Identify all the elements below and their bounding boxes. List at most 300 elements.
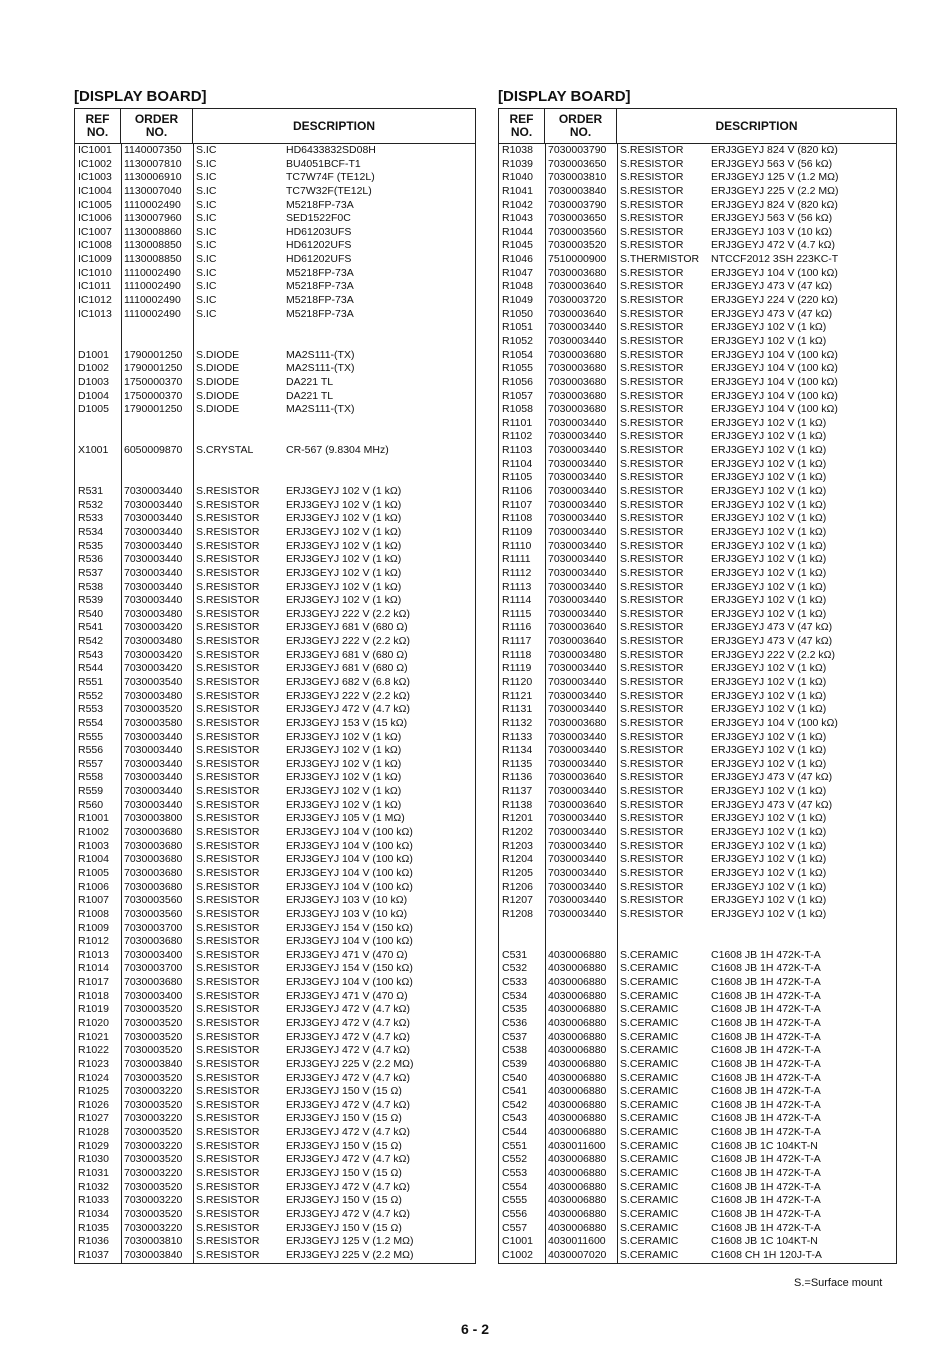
order-no: 7030003440 — [548, 730, 607, 743]
table-row — [499, 1031, 896, 1045]
table-row — [499, 1208, 896, 1222]
table-row — [75, 1017, 475, 1031]
ref-no: R1032 — [78, 1180, 109, 1193]
part-spec: ERJ3GEYJ 102 V (1 kΩ) — [286, 757, 402, 770]
ref-no: R1009 — [78, 921, 109, 934]
part-type: S.RESISTOR — [196, 1248, 260, 1261]
part-spec: ERJ3GEYJ 102 V (1 kΩ) — [711, 907, 827, 920]
table-row — [75, 894, 475, 908]
ref-no: R1112 — [502, 566, 532, 579]
table-row — [499, 1003, 896, 1017]
ref-no: R1047 — [502, 266, 533, 279]
table-header — [499, 109, 896, 144]
order-no: 7030003680 — [548, 362, 607, 375]
ref-no: R1056 — [502, 375, 533, 388]
table-row — [75, 308, 475, 322]
order-no: 4030006880 — [548, 1194, 607, 1207]
ref-no: R1104 — [502, 457, 533, 470]
ref-no: R531 — [78, 485, 104, 498]
table-row — [499, 335, 896, 349]
part-spec: ERJ3GEYJ 105 V (1 MΩ) — [286, 812, 405, 825]
order-no: 7030003440 — [548, 757, 607, 770]
ref-no: R1007 — [78, 894, 109, 907]
order-no: 7030003440 — [124, 798, 183, 811]
order-no: 7030003680 — [124, 935, 183, 948]
order-no: 7030003680 — [548, 716, 607, 729]
table-row — [75, 540, 475, 554]
order-no: 1750000370 — [124, 375, 183, 388]
order-no: 7030003440 — [548, 812, 607, 825]
ref-no: R1113 — [502, 580, 532, 593]
order-no: 7030003440 — [548, 689, 607, 702]
part-spec — [283, 458, 475, 472]
order-no — [545, 935, 617, 949]
order-no: 7030003480 — [124, 607, 183, 620]
part-type: S.DIODE — [196, 389, 240, 402]
ref-header-text: REF NO. — [85, 112, 110, 139]
part-type: S.RESISTOR — [620, 144, 684, 156]
order-no: 7030003440 — [548, 321, 607, 334]
part-type: S.RESISTOR — [196, 716, 260, 729]
ref-no: C553 — [502, 1167, 528, 1180]
table-row — [75, 390, 475, 404]
part-type: S.CERAMIC — [620, 1221, 679, 1234]
part-type: S.RESISTOR — [196, 853, 260, 866]
order-no: 7030003520 — [124, 1126, 183, 1139]
table-row — [75, 1031, 475, 1045]
table-row — [499, 962, 896, 976]
ref-no: C535 — [502, 1003, 528, 1016]
part-type: S.RESISTOR — [196, 826, 260, 839]
ref-no: R1024 — [78, 1071, 109, 1084]
part-spec: ERJ3GEYJ 681 V (680 Ω) — [286, 662, 408, 675]
part-type: S.RESISTOR — [620, 866, 684, 879]
part-type: S.RESISTOR — [196, 1126, 260, 1139]
order-no: 4030006880 — [548, 1098, 607, 1111]
part-type: S.RESISTOR — [196, 880, 260, 893]
part-type: S.RESISTOR — [196, 498, 260, 511]
table-row — [75, 267, 475, 281]
order-no: 7030003480 — [548, 648, 607, 661]
order-header-text: ORDER NO. — [134, 112, 179, 139]
table-body — [75, 144, 475, 1263]
table-row — [75, 158, 475, 172]
part-type: S.CERAMIC — [620, 989, 679, 1002]
ref-no: R1003 — [78, 839, 109, 852]
part-spec — [283, 430, 475, 444]
part-spec: ERJ3GEYJ 681 V (680 Ω) — [286, 648, 408, 661]
ref-no: R1043 — [502, 212, 533, 225]
part-spec: ERJ3GEYJ 472 V (4.7 kΩ) — [286, 1003, 410, 1016]
part-spec: M5218FP-73A — [286, 266, 354, 279]
ref-no: R1021 — [78, 1030, 109, 1043]
table-row — [75, 1003, 475, 1017]
table-row — [75, 239, 475, 253]
part-spec: C1608 JB 1H 472K-T-A — [711, 962, 821, 975]
part-spec: HD61203UFS — [286, 225, 352, 238]
order-no: 4030006880 — [548, 1057, 607, 1070]
table-row — [75, 676, 475, 690]
order-no: 7030003440 — [548, 444, 607, 457]
table-row — [499, 976, 896, 990]
part-spec: ERJ3GEYJ 102 V (1 kΩ) — [286, 566, 402, 579]
ref-no: C551 — [502, 1139, 528, 1152]
part-type: S.RESISTOR — [620, 880, 684, 893]
part-type: S.RESISTOR — [196, 1221, 260, 1234]
part-spec: ERJ3GEYJ 104 V (100 kΩ) — [711, 403, 838, 416]
part-type: S.RESISTOR — [620, 785, 684, 798]
ref-no: C1001 — [502, 1235, 533, 1248]
order-no: 7030003440 — [548, 553, 607, 566]
ref-no: R1036 — [78, 1235, 109, 1248]
part-type: S.RESISTOR — [196, 539, 260, 552]
order-no: 7030003440 — [124, 566, 183, 579]
ref-no: R1023 — [78, 1057, 109, 1070]
part-spec: C1608 JB 1H 472K-T-A — [711, 1030, 821, 1043]
table-row — [75, 1085, 475, 1099]
part-type: S.RESISTOR — [196, 1098, 260, 1111]
ref-no: IC1006 — [78, 212, 112, 225]
part-spec: ERJ3GEYJ 104 V (100 kΩ) — [286, 935, 413, 948]
table-row — [499, 1140, 896, 1154]
order-no: 7030003640 — [548, 635, 607, 648]
part-type: S.RESISTOR — [620, 485, 684, 498]
order-no: 7030003440 — [124, 757, 183, 770]
order-no: 7030003440 — [124, 512, 183, 525]
order-no: 7030003440 — [548, 785, 607, 798]
part-type: S.RESISTOR — [196, 1235, 260, 1248]
table-row — [75, 185, 475, 199]
ref-no: D1004 — [78, 389, 109, 402]
table-row — [499, 362, 896, 376]
table-row — [499, 267, 896, 281]
table-row — [75, 771, 475, 785]
order-no: 7030003440 — [548, 853, 607, 866]
order-no: 7030003400 — [124, 989, 183, 1002]
part-type: S.RESISTOR — [620, 607, 684, 620]
part-spec: C1608 JB 1H 472K-T-A — [711, 989, 821, 1002]
part-type: S.CERAMIC — [620, 1153, 679, 1166]
ref-no: C536 — [502, 1017, 528, 1029]
part-spec: ERJ3GEYJ 104 V (100 kΩ) — [711, 348, 838, 361]
table-row — [75, 744, 475, 758]
part-spec: ERJ3GEYJ 102 V (1 kΩ) — [711, 894, 827, 907]
table-row — [75, 635, 475, 649]
column-divider — [193, 144, 194, 1263]
ref-no: R1116 — [502, 621, 532, 634]
part-type: S.RESISTOR — [620, 594, 684, 607]
part-type: S.RESISTOR — [620, 184, 684, 197]
order-no: 7030003480 — [124, 635, 183, 648]
table-row — [75, 1112, 475, 1126]
part-type: S.RESISTOR — [196, 921, 260, 934]
part-spec: ERJ3GEYJ 104 V (100 kΩ) — [286, 976, 413, 989]
part-type: S.RESISTOR — [620, 512, 684, 525]
table-row — [499, 608, 896, 622]
part-spec: ERJ3GEYJ 473 V (47 kΩ) — [711, 798, 833, 811]
table-row — [75, 662, 475, 676]
ref-no: R1026 — [78, 1098, 109, 1111]
part-type: S.IC — [196, 225, 217, 238]
ref-no: R1039 — [502, 157, 533, 170]
part-type: S.RESISTOR — [196, 1044, 260, 1057]
order-no: 7030003440 — [548, 457, 607, 470]
part-spec: ERJ3GEYJ 104 V (100 kΩ) — [286, 880, 413, 893]
part-spec: ERJ3GEYJ 102 V (1 kΩ) — [711, 334, 827, 347]
part-spec: ERJ3GEYJ 102 V (1 kΩ) — [711, 839, 827, 852]
table-row — [75, 1044, 475, 1058]
ref-no: C541 — [502, 1085, 528, 1098]
order-no: 7030003700 — [124, 921, 183, 934]
part-spec — [283, 417, 475, 431]
table-row — [499, 308, 896, 322]
part-spec: ERJ3GEYJ 102 V (1 kΩ) — [711, 485, 827, 498]
ref-no: R553 — [78, 703, 104, 716]
table-row — [75, 321, 475, 335]
part-spec: ERJ3GEYJ 102 V (1 kΩ) — [286, 539, 402, 552]
part-type — [193, 321, 283, 335]
part-type — [617, 922, 708, 936]
table-row — [75, 1249, 475, 1263]
ref-no: R1037 — [78, 1248, 109, 1261]
ref-no: R1030 — [78, 1153, 109, 1166]
part-type: S.RESISTOR — [620, 471, 684, 484]
part-type: S.RESISTOR — [196, 553, 260, 566]
ref-no: R538 — [78, 580, 104, 593]
ref-no: IC1005 — [78, 198, 112, 211]
table-row — [499, 853, 896, 867]
order-no: 1130008850 — [124, 239, 182, 252]
ref-no: R1207 — [502, 894, 533, 907]
part-type: S.IC — [196, 198, 217, 211]
part-type: S.RESISTOR — [620, 307, 684, 320]
part-type: S.RESISTOR — [196, 1017, 260, 1029]
order-no: 7030003440 — [124, 498, 183, 511]
part-spec: ERJ3GEYJ 222 V (2.2 kΩ) — [286, 689, 410, 702]
part-spec: C1608 JB 1C 104KT-N — [711, 1235, 818, 1248]
table-row — [75, 1140, 475, 1154]
order-no: 7030003520 — [124, 1153, 183, 1166]
part-type: S.RESISTOR — [620, 757, 684, 770]
part-type: S.RESISTOR — [196, 648, 260, 661]
part-spec: ERJ3GEYJ 104 V (100 kΩ) — [711, 389, 838, 402]
part-spec: ERJ3GEYJ 102 V (1 kΩ) — [286, 525, 402, 538]
order-no: 7030003520 — [124, 1207, 183, 1220]
table-row — [75, 785, 475, 799]
table-row — [75, 1072, 475, 1086]
table-row — [75, 444, 475, 458]
table-row — [75, 335, 475, 349]
order-no: 7030003440 — [548, 430, 607, 443]
table-row — [499, 771, 896, 785]
order-no: 7030003440 — [548, 880, 607, 893]
part-type: S.RESISTOR — [620, 416, 684, 429]
part-spec — [283, 471, 475, 485]
table-row — [75, 144, 475, 158]
order-no: 7030003400 — [124, 948, 183, 961]
part-type: S.RESISTOR — [196, 989, 260, 1002]
part-spec: C1608 JB 1H 472K-T-A — [711, 1098, 821, 1111]
part-spec: ERJ3GEYJ 150 V (15 Ω) — [286, 1167, 402, 1180]
part-type: S.RESISTOR — [196, 635, 260, 648]
part-spec: ERJ3GEYJ 102 V (1 kΩ) — [286, 771, 402, 784]
board-title: [DISPLAY BOARD] — [498, 88, 631, 105]
part-spec: ERJ3GEYJ 102 V (1 kΩ) — [711, 607, 827, 620]
part-type: S.RESISTOR — [196, 580, 260, 593]
table-row — [75, 758, 475, 772]
ref-no: R1102 — [502, 430, 533, 443]
part-spec: ERJ3GEYJ 102 V (1 kΩ) — [286, 594, 402, 607]
part-type: S.RESISTOR — [620, 635, 684, 648]
ref-no: R1138 — [502, 798, 533, 811]
order-no: 7030003640 — [548, 280, 607, 293]
part-type: S.RESISTOR — [620, 539, 684, 552]
part-type: S.RESISTOR — [196, 1139, 260, 1152]
ref-no: R551 — [78, 675, 104, 688]
part-spec: ERJ3GEYJ 150 V (15 Ω) — [286, 1139, 402, 1152]
order-no: 7030003440 — [548, 839, 607, 852]
table-row — [499, 717, 896, 731]
table-row — [499, 540, 896, 554]
order-no: 7030003420 — [124, 621, 183, 634]
ref-no: R1135 — [502, 757, 533, 770]
part-spec: ERJ3GEYJ 472 V (4.7 kΩ) — [286, 1180, 410, 1193]
part-spec: ERJ3GEYJ 102 V (1 kΩ) — [711, 580, 827, 593]
part-type: S.RESISTOR — [620, 798, 684, 811]
part-spec: C1608 CH 1H 120J-T-A — [711, 1248, 822, 1261]
order-no: 7030003840 — [124, 1057, 183, 1070]
ref-no: R1033 — [78, 1194, 109, 1207]
part-spec: HD6433832SD08H — [286, 144, 376, 156]
table-row — [75, 471, 475, 485]
part-type: S.IC — [196, 266, 217, 279]
part-spec: ERJ3GEYJ 102 V (1 kΩ) — [286, 798, 402, 811]
part-spec: ERJ3GEYJ 104 V (100 kΩ) — [711, 375, 838, 388]
order-no: 7030003440 — [548, 485, 607, 498]
table-row — [499, 935, 896, 949]
part-spec: ERJ3GEYJ 102 V (1 kΩ) — [711, 457, 827, 470]
part-spec: MA2S111-(TX) — [286, 403, 355, 416]
ref-no-header — [499, 109, 545, 143]
ref-no: R1040 — [502, 171, 533, 184]
ref-no: R552 — [78, 689, 104, 702]
ref-no: R555 — [78, 730, 104, 743]
ref-no: R1119 — [502, 662, 532, 675]
part-spec: ERJ3GEYJ 102 V (1 kΩ) — [711, 430, 827, 443]
ref-no: R1133 — [502, 730, 533, 743]
table-row — [499, 840, 896, 854]
table-row — [499, 280, 896, 294]
order-no: 7030003480 — [124, 689, 183, 702]
ref-no: R1012 — [78, 935, 109, 948]
order-no: 4030006880 — [548, 1044, 607, 1057]
order-no: 1110002490 — [124, 198, 181, 211]
order-no: 7030003680 — [124, 826, 183, 839]
ref-no — [499, 922, 545, 936]
table-row — [499, 321, 896, 335]
ref-no: R1025 — [78, 1085, 109, 1098]
part-type: S.IC — [196, 157, 217, 170]
order-no: 7030003700 — [124, 962, 183, 975]
order-no: 4030006880 — [548, 1030, 607, 1043]
ref-no: R1048 — [502, 280, 533, 293]
table-row — [499, 171, 896, 185]
part-type: S.CERAMIC — [620, 1098, 679, 1111]
part-spec: ERJ3GEYJ 473 V (47 kΩ) — [711, 771, 833, 784]
ref-no: R1111 — [502, 553, 531, 566]
table-row — [75, 512, 475, 526]
part-spec: C1608 JB 1H 472K-T-A — [711, 1194, 821, 1207]
order-no: 1110002490 — [124, 266, 181, 279]
part-spec: ERJ3GEYJ 102 V (1 kΩ) — [286, 580, 402, 593]
ref-no: C537 — [502, 1030, 528, 1043]
part-spec: ERJ3GEYJ 563 V (56 kΩ) — [711, 212, 833, 225]
part-type: S.RESISTOR — [620, 198, 684, 211]
column-divider — [121, 144, 122, 1263]
table-row — [75, 253, 475, 267]
ref-no: R533 — [78, 512, 104, 525]
part-spec: MA2S111-(TX) — [286, 348, 355, 361]
table-row — [499, 349, 896, 363]
part-type: S.CERAMIC — [620, 1139, 679, 1152]
ref-no: IC1007 — [78, 225, 112, 238]
table-row — [499, 526, 896, 540]
part-type: S.IC — [196, 280, 217, 293]
part-type: S.RESISTOR — [196, 1180, 260, 1193]
order-no: 4030006880 — [548, 1071, 607, 1084]
order-no — [121, 335, 193, 349]
order-no: 7030003680 — [548, 403, 607, 416]
part-spec: ERJ3GEYJ 104 V (100 kΩ) — [711, 266, 838, 279]
order-no: 4030006880 — [548, 1112, 607, 1125]
part-spec: ERJ3GEYJ 125 V (1.2 MΩ) — [711, 171, 839, 184]
order-no: 7030003520 — [124, 1071, 183, 1084]
part-type — [193, 458, 283, 472]
part-type: S.RESISTOR — [196, 1071, 260, 1084]
part-type: S.RESISTOR — [620, 294, 684, 307]
ref-no: R1038 — [502, 144, 533, 156]
part-spec: ERJ3GEYJ 102 V (1 kΩ) — [711, 866, 827, 879]
part-spec: ERJ3GEYJ 153 V (15 kΩ) — [286, 716, 408, 729]
part-spec: ERJ3GEYJ 102 V (1 kΩ) — [711, 730, 827, 743]
part-type: S.RESISTOR — [196, 675, 260, 688]
ref-no: R534 — [78, 525, 104, 538]
table-row — [499, 1099, 896, 1113]
ref-no: C532 — [502, 962, 528, 975]
ref-no: R1206 — [502, 880, 533, 893]
order-no: 1130006910 — [124, 171, 182, 184]
part-type: S.RESISTOR — [620, 212, 684, 225]
table-row — [75, 608, 475, 622]
table-row — [499, 594, 896, 608]
part-type: S.RESISTOR — [196, 566, 260, 579]
order-no: 7030003440 — [548, 662, 607, 675]
order-no: 4030006880 — [548, 1003, 607, 1016]
table-row — [499, 1112, 896, 1126]
order-no: 4030006880 — [548, 962, 607, 975]
order-no: 1110002490 — [124, 307, 181, 320]
part-spec: ERJ3GEYJ 102 V (1 kΩ) — [711, 594, 827, 607]
part-spec: C1608 JB 1H 472K-T-A — [711, 1085, 821, 1098]
part-spec: ERJ3GEYJ 102 V (1 kΩ) — [711, 498, 827, 511]
part-spec: M5218FP-73A — [286, 280, 354, 293]
part-spec: ERJ3GEYJ 473 V (47 kΩ) — [711, 621, 833, 634]
part-type: S.RESISTOR — [196, 512, 260, 525]
order-no: 7030003440 — [548, 334, 607, 347]
part-spec: ERJ3GEYJ 102 V (1 kΩ) — [711, 512, 827, 525]
table-row — [499, 703, 896, 717]
table-row — [499, 444, 896, 458]
